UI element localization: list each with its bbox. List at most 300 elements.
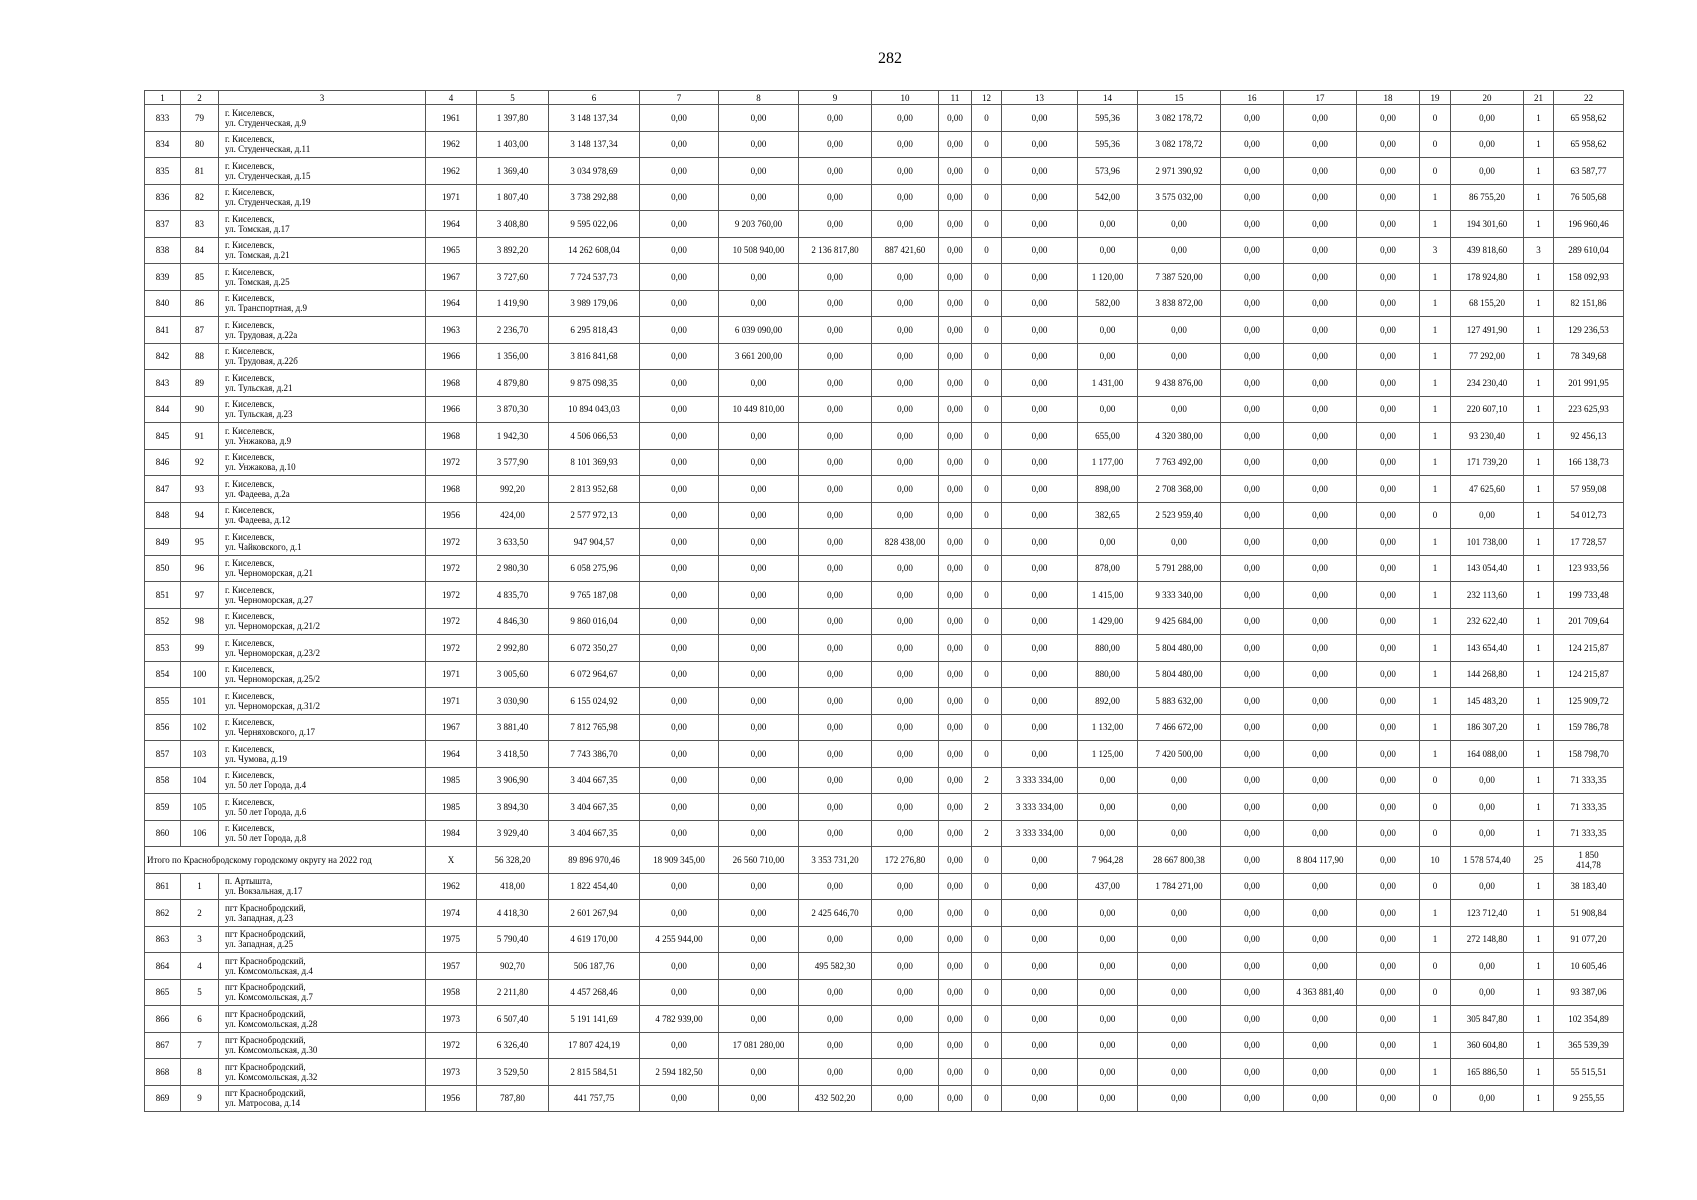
address-cell — [219, 714, 426, 741]
table-row — [145, 529, 1624, 556]
value-cell: 0,00 — [1138, 237, 1221, 264]
value-cell: 54 012,73 — [1554, 502, 1624, 529]
value-cell: 0,00 — [1002, 449, 1078, 476]
value-cell: 0,00 — [640, 476, 719, 503]
value-cell: 1968 — [426, 370, 477, 397]
value-cell: 0,00 — [640, 979, 719, 1006]
value-cell: 0,00 — [1357, 1032, 1420, 1059]
address-locality: п. Артышта, — [225, 876, 273, 887]
value-cell: 1 — [1420, 1032, 1451, 1059]
value-cell: 9 333 340,00 — [1138, 582, 1221, 609]
value-cell: 9 875 098,35 — [549, 370, 640, 397]
value-cell: 0,00 — [1284, 370, 1357, 397]
value-cell: 0,00 — [1078, 529, 1138, 556]
value-cell: 0,00 — [640, 158, 719, 185]
address-cell — [219, 900, 426, 927]
local-number-cell: 91 — [181, 423, 219, 450]
value-cell: 1 822 454,40 — [549, 873, 640, 900]
value-cell: 9 255,55 — [1554, 1085, 1624, 1112]
address-cell — [219, 449, 426, 476]
value-cell: 6 155 024,92 — [549, 688, 640, 715]
value-cell: 0 — [972, 661, 1002, 688]
value-cell: 2 813 952,68 — [549, 476, 640, 503]
local-number-cell: 89 — [181, 370, 219, 397]
local-number-cell: 106 — [181, 820, 219, 847]
address-locality: пгт Краснобродский, — [225, 902, 306, 913]
address-locality: г. Киселевск, — [225, 293, 275, 304]
value-cell: 123 933,56 — [1554, 555, 1624, 582]
address-locality: г. Киселевск, — [225, 425, 275, 436]
value-cell: 0,00 — [1002, 953, 1078, 980]
value-cell: 0,00 — [1221, 661, 1284, 688]
local-number-cell: 87 — [181, 317, 219, 344]
value-cell: 1 — [1524, 396, 1554, 423]
address-cell — [219, 794, 426, 821]
address-locality: г. Киселевск, — [225, 240, 275, 251]
table-row — [145, 184, 1624, 211]
address-cell — [219, 873, 426, 900]
value-cell: 1 — [1420, 211, 1451, 238]
value-cell: 0,00 — [719, 873, 799, 900]
value-cell: 0,00 — [1284, 741, 1357, 768]
value-cell: 0,00 — [640, 264, 719, 291]
value-cell: 3 816 841,68 — [549, 343, 640, 370]
value-cell: 0,00 — [1451, 953, 1524, 980]
value-cell: 0,00 — [1002, 608, 1078, 635]
value-cell: 0 — [1420, 794, 1451, 821]
value-cell: 0,00 — [1002, 237, 1078, 264]
value-cell: 0,00 — [1357, 264, 1420, 291]
value-cell: 0,00 — [640, 317, 719, 344]
value-cell: 0,00 — [872, 794, 939, 821]
value-cell: 1 — [1420, 290, 1451, 317]
value-cell: 1 — [1524, 211, 1554, 238]
value-cell: 65 958,62 — [1554, 105, 1624, 132]
value-cell: 1 — [1524, 158, 1554, 185]
value-cell: 1956 — [426, 502, 477, 529]
value-cell: 1 369,40 — [477, 158, 549, 185]
value-cell: 0,00 — [719, 767, 799, 794]
value-cell: 1962 — [426, 131, 477, 158]
value-cell: 0 — [972, 290, 1002, 317]
value-cell: 232 113,60 — [1451, 582, 1524, 609]
value-cell: 0,00 — [1357, 900, 1420, 927]
row-number-cell: 837 — [145, 211, 181, 238]
address-locality: г. Киселевск, — [225, 452, 275, 463]
value-cell: 0,00 — [872, 158, 939, 185]
value-cell: 0,00 — [640, 237, 719, 264]
table-row — [145, 237, 1624, 264]
value-cell: 0,00 — [1284, 926, 1357, 953]
value-cell: 0,00 — [1221, 237, 1284, 264]
value-cell: 0,00 — [1002, 635, 1078, 662]
value-cell: 0,00 — [799, 449, 872, 476]
value-cell: 0,00 — [939, 873, 972, 900]
address-locality: г. Киселевск, — [225, 690, 275, 701]
value-cell: 0,00 — [939, 688, 972, 715]
value-cell: 2 971 390,92 — [1138, 158, 1221, 185]
value-cell: 0 — [972, 582, 1002, 609]
value-cell: 424,00 — [477, 502, 549, 529]
value-cell: 0,00 — [719, 423, 799, 450]
value-cell: 1 — [1420, 608, 1451, 635]
value-cell: 0,00 — [1357, 211, 1420, 238]
value-cell: 0,00 — [1002, 370, 1078, 397]
column-number: 14 — [1078, 91, 1138, 105]
value-cell: 0,00 — [1357, 794, 1420, 821]
value-cell: 0,00 — [1357, 741, 1420, 768]
value-cell: 0,00 — [1357, 237, 1420, 264]
value-cell: 272 148,80 — [1451, 926, 1524, 953]
value-cell: 86 755,20 — [1451, 184, 1524, 211]
value-cell: 1972 — [426, 529, 477, 556]
value-cell: 10 605,46 — [1554, 953, 1624, 980]
table-row — [145, 741, 1624, 768]
address-street: ул. Тульская, д.23 — [225, 409, 293, 420]
value-cell: 0,00 — [1138, 900, 1221, 927]
value-cell: 1967 — [426, 264, 477, 291]
value-cell: 0,00 — [799, 979, 872, 1006]
value-cell: 0,00 — [1357, 979, 1420, 1006]
value-cell: 0,00 — [799, 317, 872, 344]
value-cell: 3 333 334,00 — [1002, 820, 1078, 847]
value-cell: 0,00 — [1078, 396, 1138, 423]
value-cell: 0,00 — [640, 502, 719, 529]
value-cell: 0,00 — [872, 396, 939, 423]
value-cell: 0,00 — [872, 423, 939, 450]
value-cell: 0,00 — [1221, 476, 1284, 503]
value-cell: 0,00 — [939, 449, 972, 476]
address-locality: пгт Краснобродский, — [225, 929, 306, 940]
value-cell: 0,00 — [1078, 953, 1138, 980]
value-cell: 0,00 — [1221, 635, 1284, 662]
address-locality: г. Киселевск, — [225, 134, 275, 145]
value-cell: 0,00 — [1284, 794, 1357, 821]
value-cell: 0,00 — [799, 476, 872, 503]
address-street: ул. Студенческая, д.19 — [225, 197, 311, 208]
table-body — [145, 91, 1624, 1112]
value-cell: 1 — [1524, 423, 1554, 450]
address-street: ул. Комсомольская, д.4 — [225, 965, 313, 976]
value-cell: 0,00 — [939, 476, 972, 503]
value-cell: 0,00 — [872, 979, 939, 1006]
value-cell: 1973 — [426, 1059, 477, 1086]
value-cell: 0,00 — [799, 714, 872, 741]
value-cell: 1964 — [426, 741, 477, 768]
value-cell: 0,00 — [1284, 661, 1357, 688]
value-cell: 0,00 — [872, 184, 939, 211]
value-cell: 0,00 — [1357, 290, 1420, 317]
value-cell: 0,00 — [1138, 1085, 1221, 1112]
value-cell: 0,00 — [719, 370, 799, 397]
total-value-cell: 10 — [1420, 847, 1451, 874]
value-cell: 1 — [1420, 1006, 1451, 1033]
value-cell: 0,00 — [1357, 396, 1420, 423]
value-cell: 6 058 275,96 — [549, 555, 640, 582]
value-cell: 0,00 — [1002, 343, 1078, 370]
value-cell: 0,00 — [719, 688, 799, 715]
value-cell: 1 — [1524, 502, 1554, 529]
value-cell: 0,00 — [640, 396, 719, 423]
local-number-cell: 1 — [181, 873, 219, 900]
row-number-cell: 866 — [145, 1006, 181, 1033]
value-cell: 0,00 — [1002, 158, 1078, 185]
value-cell: 0,00 — [719, 158, 799, 185]
row-number-cell: 833 — [145, 105, 181, 132]
row-number-cell: 849 — [145, 529, 181, 556]
table-row — [145, 661, 1624, 688]
value-cell: 4 255 944,00 — [640, 926, 719, 953]
address-cell — [219, 661, 426, 688]
value-cell: 1984 — [426, 820, 477, 847]
value-cell: 0,00 — [1138, 396, 1221, 423]
local-number-cell: 98 — [181, 608, 219, 635]
value-cell: 0,00 — [872, 343, 939, 370]
value-cell: 0 — [1420, 820, 1451, 847]
value-cell: 0,00 — [939, 396, 972, 423]
value-cell: 0 — [1420, 1085, 1451, 1112]
value-cell: 1 — [1524, 555, 1554, 582]
row-number-cell: 839 — [145, 264, 181, 291]
value-cell: 7 724 537,73 — [549, 264, 640, 291]
value-cell: 0,00 — [1221, 582, 1284, 609]
value-cell: 0,00 — [640, 184, 719, 211]
value-cell: 0,00 — [1357, 635, 1420, 662]
value-cell: 0,00 — [640, 423, 719, 450]
value-cell: 1968 — [426, 423, 477, 450]
value-cell: 0 — [972, 873, 1002, 900]
value-cell: 0,00 — [719, 608, 799, 635]
row-number-cell: 865 — [145, 979, 181, 1006]
value-cell: 1 — [1524, 370, 1554, 397]
address-street: ул. Западная, д.25 — [225, 939, 294, 950]
address-street: ул. Фадеева, д.12 — [225, 515, 291, 526]
value-cell: 0,00 — [1221, 714, 1284, 741]
value-cell: 0,00 — [939, 502, 972, 529]
value-cell: 1 — [1524, 926, 1554, 953]
value-cell: 0,00 — [872, 767, 939, 794]
value-cell: 0,00 — [872, 449, 939, 476]
value-cell: 947 904,57 — [549, 529, 640, 556]
value-cell: 0,00 — [1002, 105, 1078, 132]
value-cell: 0,00 — [719, 131, 799, 158]
value-cell: 4 457 268,46 — [549, 979, 640, 1006]
value-cell: 0,00 — [939, 105, 972, 132]
value-cell: 0,00 — [1002, 317, 1078, 344]
value-cell: 1971 — [426, 184, 477, 211]
value-cell: 0,00 — [1138, 926, 1221, 953]
value-cell: 1 — [1420, 555, 1451, 582]
value-cell: 0,00 — [939, 290, 972, 317]
value-cell: 6 295 818,43 — [549, 317, 640, 344]
address-cell — [219, 264, 426, 291]
value-cell: 9 425 684,00 — [1138, 608, 1221, 635]
value-cell: 143 654,40 — [1451, 635, 1524, 662]
total-last-line-1: 1 850 — [1578, 849, 1599, 860]
value-cell: 3 408,80 — [477, 211, 549, 238]
value-cell: 0,00 — [872, 555, 939, 582]
address-locality: пгт Краснобродский, — [225, 1061, 306, 1072]
value-cell: 0,00 — [719, 714, 799, 741]
value-cell: 102 354,89 — [1554, 1006, 1624, 1033]
value-cell: 0,00 — [1357, 184, 1420, 211]
value-cell: 4 363 881,40 — [1284, 979, 1357, 1006]
value-cell: 3 881,40 — [477, 714, 549, 741]
value-cell: 0 — [972, 317, 1002, 344]
value-cell: 0,00 — [1002, 264, 1078, 291]
value-cell: 289 610,04 — [1554, 237, 1624, 264]
address-locality: г. Киселевск, — [225, 399, 275, 410]
value-cell: 0,00 — [1357, 423, 1420, 450]
value-cell: 0 — [972, 105, 1002, 132]
page-number: 282 — [878, 50, 902, 67]
value-cell: 1965 — [426, 237, 477, 264]
value-cell: 0,00 — [799, 343, 872, 370]
value-cell: 1972 — [426, 635, 477, 662]
value-cell: 655,00 — [1078, 423, 1138, 450]
value-cell: 0 — [1420, 953, 1451, 980]
value-cell: 2 601 267,94 — [549, 900, 640, 927]
value-cell: 1 — [1420, 1059, 1451, 1086]
value-cell: 0,00 — [719, 635, 799, 662]
value-cell: 0 — [972, 184, 1002, 211]
address-street: ул. Комсомольская, д.30 — [225, 1045, 318, 1056]
local-number-cell: 92 — [181, 449, 219, 476]
value-cell: 0,00 — [1284, 1085, 1357, 1112]
value-cell: 1956 — [426, 1085, 477, 1112]
address-cell — [219, 688, 426, 715]
value-cell: 0,00 — [872, 820, 939, 847]
value-cell: 0,00 — [1451, 820, 1524, 847]
table-row — [145, 449, 1624, 476]
value-cell: 0,00 — [799, 290, 872, 317]
value-cell: 1 — [1420, 449, 1451, 476]
column-number: 21 — [1524, 91, 1554, 105]
value-cell: 0,00 — [939, 1085, 972, 1112]
value-cell: 0,00 — [1357, 688, 1420, 715]
value-cell: 158 092,93 — [1554, 264, 1624, 291]
value-cell: 2 594 182,50 — [640, 1059, 719, 1086]
address-street: ул. Комсомольская, д.32 — [225, 1071, 318, 1082]
value-cell: 0,00 — [719, 264, 799, 291]
value-cell: 0 — [972, 714, 1002, 741]
value-cell: 171 739,20 — [1451, 449, 1524, 476]
value-cell: 0,00 — [872, 264, 939, 291]
value-cell: 0,00 — [872, 476, 939, 503]
value-cell: 1 — [1524, 820, 1554, 847]
value-cell: 7 812 765,98 — [549, 714, 640, 741]
address-cell — [219, 1085, 426, 1112]
value-cell: 0,00 — [1284, 900, 1357, 927]
value-cell: 0,00 — [939, 714, 972, 741]
value-cell: 0,00 — [1284, 423, 1357, 450]
value-cell: 1971 — [426, 661, 477, 688]
value-cell: 0,00 — [1451, 502, 1524, 529]
value-cell: 0,00 — [1357, 449, 1420, 476]
address-cell — [219, 1032, 426, 1059]
value-cell: 0,00 — [640, 820, 719, 847]
value-cell: 0,00 — [1284, 529, 1357, 556]
value-cell: 71 333,35 — [1554, 820, 1624, 847]
total-value-cell: 0,00 — [939, 847, 972, 874]
value-cell: 3 738 292,88 — [549, 184, 640, 211]
value-cell: 0,00 — [1002, 423, 1078, 450]
value-cell: 196 960,46 — [1554, 211, 1624, 238]
value-cell: 0,00 — [719, 105, 799, 132]
value-cell: 3 — [1524, 237, 1554, 264]
value-cell: 0,00 — [1221, 1085, 1284, 1112]
value-cell: 0,00 — [872, 635, 939, 662]
column-number: 18 — [1357, 91, 1420, 105]
value-cell: 0,00 — [1078, 343, 1138, 370]
value-cell: 4 619 170,00 — [549, 926, 640, 953]
value-cell: 1 — [1420, 184, 1451, 211]
value-cell: 3 082 178,72 — [1138, 131, 1221, 158]
address-cell — [219, 741, 426, 768]
value-cell: 0,00 — [799, 1032, 872, 1059]
value-cell: 0,00 — [1138, 317, 1221, 344]
row-number-cell: 861 — [145, 873, 181, 900]
table-row — [145, 502, 1624, 529]
table-row — [145, 131, 1624, 158]
value-cell: 0,00 — [939, 979, 972, 1006]
column-number: 19 — [1420, 91, 1451, 105]
value-cell: 1 — [1420, 343, 1451, 370]
value-cell: 0 — [972, 343, 1002, 370]
value-cell: 0,00 — [799, 502, 872, 529]
value-cell: 93 230,40 — [1451, 423, 1524, 450]
value-cell: 1 — [1420, 396, 1451, 423]
value-cell: 0,00 — [1451, 1085, 1524, 1112]
value-cell: 0 — [972, 211, 1002, 238]
address-street: ул. Студенческая, д.15 — [225, 170, 311, 181]
row-number-cell: 867 — [145, 1032, 181, 1059]
value-cell: 0,00 — [1284, 476, 1357, 503]
value-cell: 3 894,30 — [477, 794, 549, 821]
value-cell: 144 268,80 — [1451, 661, 1524, 688]
address-street: ул. Тульская, д.21 — [225, 382, 293, 393]
value-cell: 5 791 288,00 — [1138, 555, 1221, 582]
value-cell: 439 818,60 — [1451, 237, 1524, 264]
local-number-cell: 83 — [181, 211, 219, 238]
value-cell: 1 431,00 — [1078, 370, 1138, 397]
value-cell: 0,00 — [1221, 873, 1284, 900]
local-number-cell: 4 — [181, 953, 219, 980]
address-street: ул. Чайковского, д.1 — [225, 541, 302, 552]
table-row — [145, 105, 1624, 132]
table-row — [145, 370, 1624, 397]
value-cell: 0,00 — [799, 105, 872, 132]
value-cell: 93 387,06 — [1554, 979, 1624, 1006]
value-cell: 0,00 — [872, 1085, 939, 1112]
value-cell: 65 958,62 — [1554, 131, 1624, 158]
value-cell: 0,00 — [1357, 317, 1420, 344]
table-row — [145, 317, 1624, 344]
table-row — [145, 820, 1624, 847]
value-cell: 1 397,80 — [477, 105, 549, 132]
value-cell: 0,00 — [1357, 529, 1420, 556]
value-cell: 0 — [972, 608, 1002, 635]
value-cell: 1 125,00 — [1078, 741, 1138, 768]
value-cell: 0,00 — [1451, 105, 1524, 132]
value-cell: 0,00 — [1357, 343, 1420, 370]
address-cell — [219, 290, 426, 317]
address-street: ул. Унжакова, д.9 — [225, 435, 292, 446]
total-value-cell: 0 — [972, 847, 1002, 874]
value-cell: 0,00 — [640, 635, 719, 662]
value-cell: 1972 — [426, 555, 477, 582]
value-cell: 880,00 — [1078, 635, 1138, 662]
